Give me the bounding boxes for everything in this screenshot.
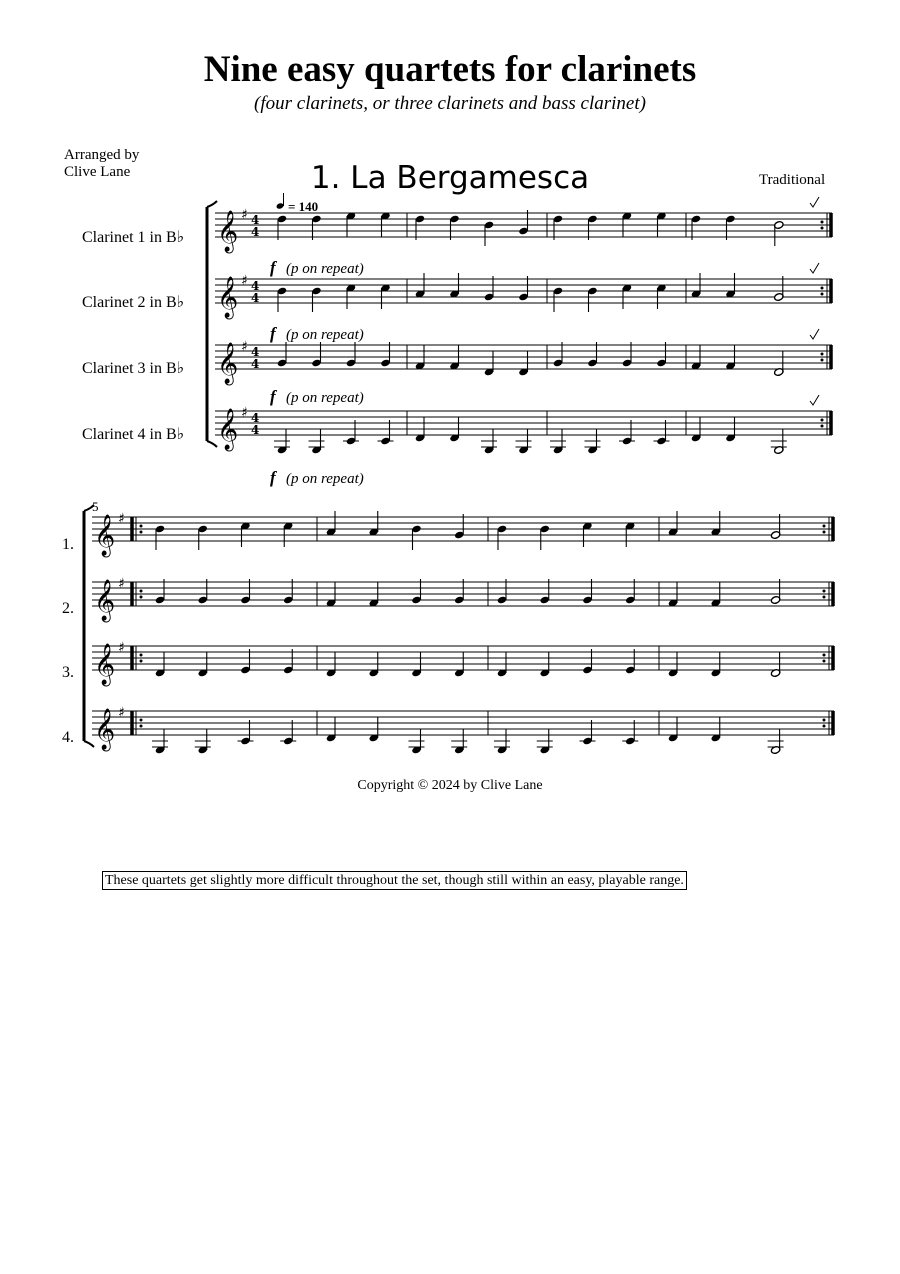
repeat-dot — [823, 531, 826, 534]
sharp-key-signature-icon: ♯ — [241, 207, 248, 223]
repeat-dot — [140, 525, 143, 528]
arranger-line-2: Clive Lane — [64, 164, 131, 180]
repeat-dot — [140, 590, 143, 593]
treble-clef-icon: 𝄞 — [217, 277, 239, 318]
time-signature-bottom: 4 — [251, 225, 260, 239]
dynamic-text-4: (p on repeat) — [286, 471, 364, 487]
footnote-box: These quartets get slightly more difficult throughout the set, though still within an easy, playable range. — [102, 871, 687, 890]
time-signature-top: 4 — [251, 411, 260, 425]
treble-clef-icon: 𝄞 — [94, 580, 116, 621]
repeat-dot — [821, 293, 824, 296]
repeat-dot — [140, 531, 143, 534]
instrument-name-clarinet-3: Clarinet 3 in B♭ — [82, 360, 185, 377]
dynamic-forte-icon: f — [270, 468, 276, 487]
repeat-dot — [140, 719, 143, 722]
sharp-key-signature-icon: ♯ — [118, 511, 125, 527]
bracket-bottom-hook — [84, 741, 94, 747]
repeat-dot — [821, 221, 824, 224]
instrument-short-1: 1. — [62, 536, 74, 553]
time-signature-top: 4 — [251, 213, 260, 227]
repeat-dot — [823, 596, 826, 599]
composer-credit: Traditional — [759, 172, 826, 188]
repeat-dot — [823, 719, 826, 722]
instrument-name-clarinet-4: Clarinet 4 in B♭ — [82, 426, 185, 443]
breath-mark-icon — [810, 197, 819, 207]
time-signature-bottom: 4 — [251, 291, 260, 305]
repeat-dot — [823, 654, 826, 657]
repeat-dot — [821, 425, 824, 428]
breath-mark-icon — [810, 329, 819, 339]
repeat-dot — [821, 359, 824, 362]
treble-clef-icon: 𝄞 — [94, 644, 116, 685]
repeat-dot — [823, 525, 826, 528]
tempo-marking: = 140 — [288, 199, 319, 214]
repeat-dot — [140, 725, 143, 728]
treble-clef-icon: 𝄞 — [217, 409, 239, 450]
piece-title: 1. La Bergamesca — [310, 160, 590, 196]
bracket-bottom-hook — [207, 441, 217, 447]
dynamic-forte-icon: f — [270, 258, 276, 277]
treble-clef-icon: 𝄞 — [217, 211, 239, 252]
bracket-top-hook — [207, 201, 217, 207]
time-signature-bottom: 4 — [251, 423, 260, 437]
bracket-top-hook — [84, 505, 94, 511]
repeat-dot — [821, 353, 824, 356]
repeat-dot — [140, 596, 143, 599]
treble-clef-icon: 𝄞 — [217, 343, 239, 384]
instrument-name-clarinet-1: Clarinet 1 in B♭ — [82, 229, 185, 246]
collection-title: Nine easy quartets for clarinets — [203, 49, 697, 90]
dynamic-text-2: (p on repeat) — [286, 327, 364, 343]
breath-mark-icon — [810, 395, 819, 405]
sharp-key-signature-icon: ♯ — [241, 273, 248, 289]
dynamic-forte-icon: f — [270, 324, 276, 343]
sharp-key-signature-icon: ♯ — [118, 576, 125, 592]
collection-subtitle: (four clarinets, or three clarinets and bass clarinet) — [254, 93, 646, 114]
sharp-key-signature-icon: ♯ — [118, 640, 125, 656]
measure-number: 5 — [92, 499, 99, 514]
instrument-name-clarinet-2: Clarinet 2 in B♭ — [82, 294, 185, 311]
repeat-dot — [140, 654, 143, 657]
repeat-dot — [823, 725, 826, 728]
instrument-short-2: 2. — [62, 600, 74, 617]
time-signature-top: 4 — [251, 279, 260, 293]
repeat-dot — [140, 660, 143, 663]
breath-mark-icon — [810, 263, 819, 273]
time-signature-bottom: 4 — [251, 357, 260, 371]
copyright-notice: Copyright © 2024 by Clive Lane — [357, 778, 543, 793]
instrument-short-4: 4. — [62, 729, 74, 746]
repeat-dot — [823, 660, 826, 663]
repeat-dot — [823, 590, 826, 593]
sharp-key-signature-icon: ♯ — [118, 705, 125, 721]
dynamic-text-3: (p on repeat) — [286, 390, 364, 406]
treble-clef-icon: 𝄞 — [94, 709, 116, 750]
treble-clef-icon: 𝄞 — [94, 515, 116, 556]
repeat-dot — [821, 419, 824, 422]
dynamic-text-1: (p on repeat) — [286, 261, 364, 277]
arranger-line-1: Arranged by — [64, 147, 140, 163]
tempo-note-icon — [276, 202, 285, 209]
sharp-key-signature-icon: ♯ — [241, 339, 248, 355]
instrument-short-3: 3. — [62, 664, 74, 681]
sharp-key-signature-icon: ♯ — [241, 405, 248, 421]
time-signature-top: 4 — [251, 345, 260, 359]
repeat-dot — [821, 287, 824, 290]
repeat-dot — [821, 227, 824, 230]
dynamic-forte-icon: f — [270, 387, 276, 406]
